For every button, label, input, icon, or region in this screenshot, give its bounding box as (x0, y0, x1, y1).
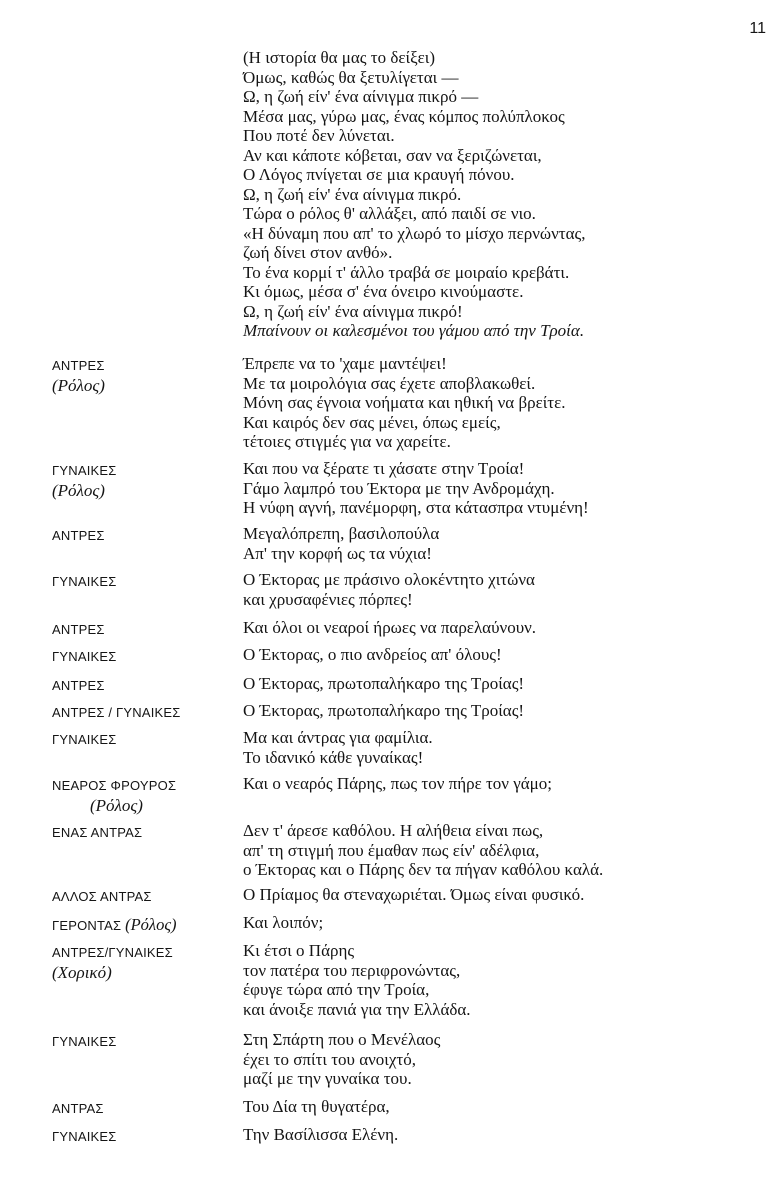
verse-line: Όμως, καθώς θα ξετυλίγεται — (243, 67, 459, 87)
dialogue-lines (243, 885, 763, 905)
speaker-label (52, 1127, 237, 1147)
dialogue-line: Ο Έκτορας με πράσινο ολοκέντητο χιτώνα (243, 570, 535, 589)
speaker-role: (Ρόλος) (90, 795, 143, 815)
speaker-role: (Ρόλος) (52, 480, 105, 500)
speaker-name: ΑΝΤΡΕΣ (52, 358, 105, 373)
dialogue-line: Και που να ξέρατε τι χάσατε στην Τροία! (243, 459, 525, 478)
speaker-label (52, 776, 237, 815)
dialogue-line: Του Δία τη θυγατέρα, (243, 1097, 390, 1116)
verse-line: «Η δύναμη που απ' το χλωρό το μίσχο περνώντας, (243, 223, 586, 243)
verse-line: Που ποτέ δεν λύνεται. (243, 126, 395, 145)
dialogue-line: Ο Πρίαμος θα στεναχωριέται. Όμως είναι φυσικό. (243, 885, 585, 904)
dialogue-lines (243, 821, 763, 880)
dialogue-line: έφυγε τώρα από την Τροία, (243, 980, 430, 999)
dialogue-lines (243, 524, 763, 563)
verse-line: Ω, η ζωή είν' ένα αίνιγμα πικρό! (243, 301, 463, 321)
dialogue-lines (243, 570, 763, 609)
speaker-label (52, 461, 237, 500)
speaker-name: ΕΝΑΣ ΑΝΤΡΑΣ (52, 825, 143, 840)
speaker-label (52, 943, 237, 982)
dialogue-lines (243, 728, 763, 767)
verse-line: Αν και κάποτε κόβεται, σαν να ξεριζώνεται, (243, 145, 542, 165)
speaker-label (52, 647, 237, 667)
dialogue-line: Με τα μοιρολόγια σας έχετε αποβλακωθεί. (243, 373, 536, 393)
dialogue-lines (243, 674, 763, 694)
dialogue-line: Το ιδανικό κάθε γυναίκας! (243, 747, 424, 767)
dialogue-line: Ο Έκτορας, πρωτοπαλήκαρο της Τροίας! (243, 701, 525, 720)
dialogue-line: Ο Έκτορας, ο πιο ανδρείος απ' όλους! (243, 645, 502, 664)
dialogue-lines (243, 645, 763, 665)
stage-direction: Μπαίνουν οι καλεσμένοι του γάμου από την Τροία. (243, 321, 585, 340)
speaker-label (52, 1099, 237, 1119)
dialogue-line: Απ' την κορφή ως τα νύχια! (243, 543, 432, 563)
dialogue-line: Έπρεπε να το 'χαμε μαντέψει! (243, 354, 447, 373)
dialogue-lines (243, 459, 763, 518)
dialogue-lines (243, 774, 763, 794)
speaker-name: ΑΝΤΡΕΣ/ΓΥΝΑΙΚΕΣ (52, 945, 173, 960)
dialogue-lines (243, 941, 763, 1019)
dialogue-line: Και λοιπόν; (243, 913, 324, 932)
dialogue-lines (243, 1097, 763, 1117)
dialogue-line: Την Βασίλισσα Ελένη. (243, 1125, 399, 1144)
dialogue-line: Ο Έκτορας, πρωτοπαλήκαρο της Τροίας! (243, 674, 525, 693)
speaker-name: ΑΝΤΡΕΣ / ΓΥΝΑΙΚΕΣ (52, 705, 181, 720)
speaker-label (52, 887, 237, 907)
verse-line: (Η ιστορία θα μας το δείξει) (243, 48, 436, 67)
speaker-label (52, 572, 237, 592)
speaker-name: ΓΥΝΑΙΚΕΣ (52, 732, 117, 747)
speaker-name: ΓΥΝΑΙΚΕΣ (52, 574, 117, 589)
dialogue-line: τον πατέρα του περιφρονώντας, (243, 960, 461, 980)
dialogue-line: Δεν τ' άρεσε καθόλου. Η αλήθεια είναι πως, (243, 821, 544, 840)
speaker-name: ΓΥΝΑΙΚΕΣ (52, 463, 117, 478)
dialogue-line: Στη Σπάρτη που ο Μενέλαος (243, 1030, 441, 1049)
speaker-label (52, 526, 237, 546)
speaker-name: ΑΝΤΡΕΣ (52, 528, 105, 543)
speaker-name: ΓΕΡΟΝΤΑΣ (52, 918, 122, 933)
dialogue-line: και άνοιξε πανιά για την Ελλάδα. (243, 999, 471, 1019)
dialogue-lines (243, 354, 763, 452)
speaker-name: ΓΥΝΑΙΚΕΣ (52, 1129, 117, 1144)
dialogue-line: τέτοιες στιγμές για να χαρείτε. (243, 432, 451, 451)
dialogue-lines (243, 1125, 763, 1145)
dialogue-line: μαζί με την γυναίκα του. (243, 1069, 412, 1088)
verse-line: Κι όμως, μέσα σ' ένα όνειρο κινούμαστε. (243, 282, 524, 301)
speaker-role: (Ρόλος) (125, 915, 177, 934)
speaker-label (52, 1032, 237, 1052)
speaker-name: ΓΥΝΑΙΚΕΣ (52, 649, 117, 664)
verse-line: Το ένα κορμί τ' άλλο τραβά σε μοιραίο κρεβάτι. (243, 262, 570, 282)
dialogue-lines (243, 913, 763, 933)
speaker-name: ΑΝΤΡΑΣ (52, 1101, 104, 1116)
speaker-name: ΑΝΤΡΕΣ (52, 678, 105, 693)
verse-line: Μέσα μας, γύρω μας, ένας κόμπος πολύπλοκος (243, 106, 565, 126)
dialogue-line: Και όλοι οι νεαροί ήρωες να παρελαύνουν. (243, 618, 537, 637)
dialogue-line: Κι έτσι ο Πάρης (243, 941, 355, 960)
dialogue-line: Γάμο λαμπρό του Έκτορα με την Ανδρομάχη. (243, 478, 555, 498)
speaker-label (52, 620, 237, 640)
speaker-name: ΓΥΝΑΙΚΕΣ (52, 1034, 117, 1049)
dialogue-lines (243, 701, 763, 721)
verse-line: Ω, η ζωή είν' ένα αίνιγμα πικρό. (243, 184, 462, 204)
speaker-role: (Ρόλος) (52, 375, 105, 395)
dialogue-line: ο Έκτορας και ο Πάρης δεν τα πήγαν καθόλου καλά. (243, 860, 604, 879)
speaker-role: (Χορικό) (52, 962, 112, 982)
dialogue-lines (243, 618, 763, 638)
dialogue-lines (243, 1030, 763, 1089)
verse-line: Ω, η ζωή είν' ένα αίνιγμα πικρό — (243, 87, 479, 106)
verse-line: Ο Λόγος πνίγεται σε μια κραυγή πόνου. (243, 165, 515, 184)
dialogue-line: Και καιρός δεν σας μένει, όπως εμείς, (243, 412, 501, 432)
dialogue-line: Η νύφη αγνή, πανέμορφη, στα κάτασπρα ντυμένη! (243, 498, 589, 517)
speaker-label (52, 703, 237, 723)
opening-verse (243, 48, 763, 341)
dialogue-line: Και ο νεαρός Πάρης, πως τον πήρε τον γάμο; (243, 774, 553, 793)
speaker-label (52, 676, 237, 696)
speaker-label (52, 356, 237, 395)
dialogue-line: Μα και άντρας για φαμίλια. (243, 728, 433, 747)
page-number: 11 (749, 20, 766, 37)
speaker-name: ΑΝΤΡΕΣ (52, 622, 105, 637)
speaker-label (52, 730, 237, 750)
verse-line: ζωή δίνει στον ανθό». (243, 243, 393, 262)
verse-line: Τώρα ο ρόλος θ' αλλάξει, από παιδί σε νιο. (243, 204, 536, 223)
dialogue-line: απ' τη στιγμή που έμαθαν πως είν' αδέλφια, (243, 840, 540, 860)
speaker-name: ΑΛΛΟΣ ΑΝΤΡΑΣ (52, 889, 152, 904)
speaker-name: ΝΕΑΡΟΣ ΦΡΟΥΡΟΣ (52, 778, 177, 793)
dialogue-line: Μόνη σας έγνοια νοήματα και ηθική να βρείτε. (243, 393, 566, 412)
dialogue-line: Μεγαλόπρεπη, βασιλοπούλα (243, 524, 440, 543)
speaker-label (52, 915, 237, 936)
dialogue-line: έχει το σπίτι του ανοιχτό, (243, 1049, 416, 1069)
speaker-label (52, 823, 237, 843)
dialogue-line: και χρυσαφένιες πόρπες! (243, 589, 413, 609)
